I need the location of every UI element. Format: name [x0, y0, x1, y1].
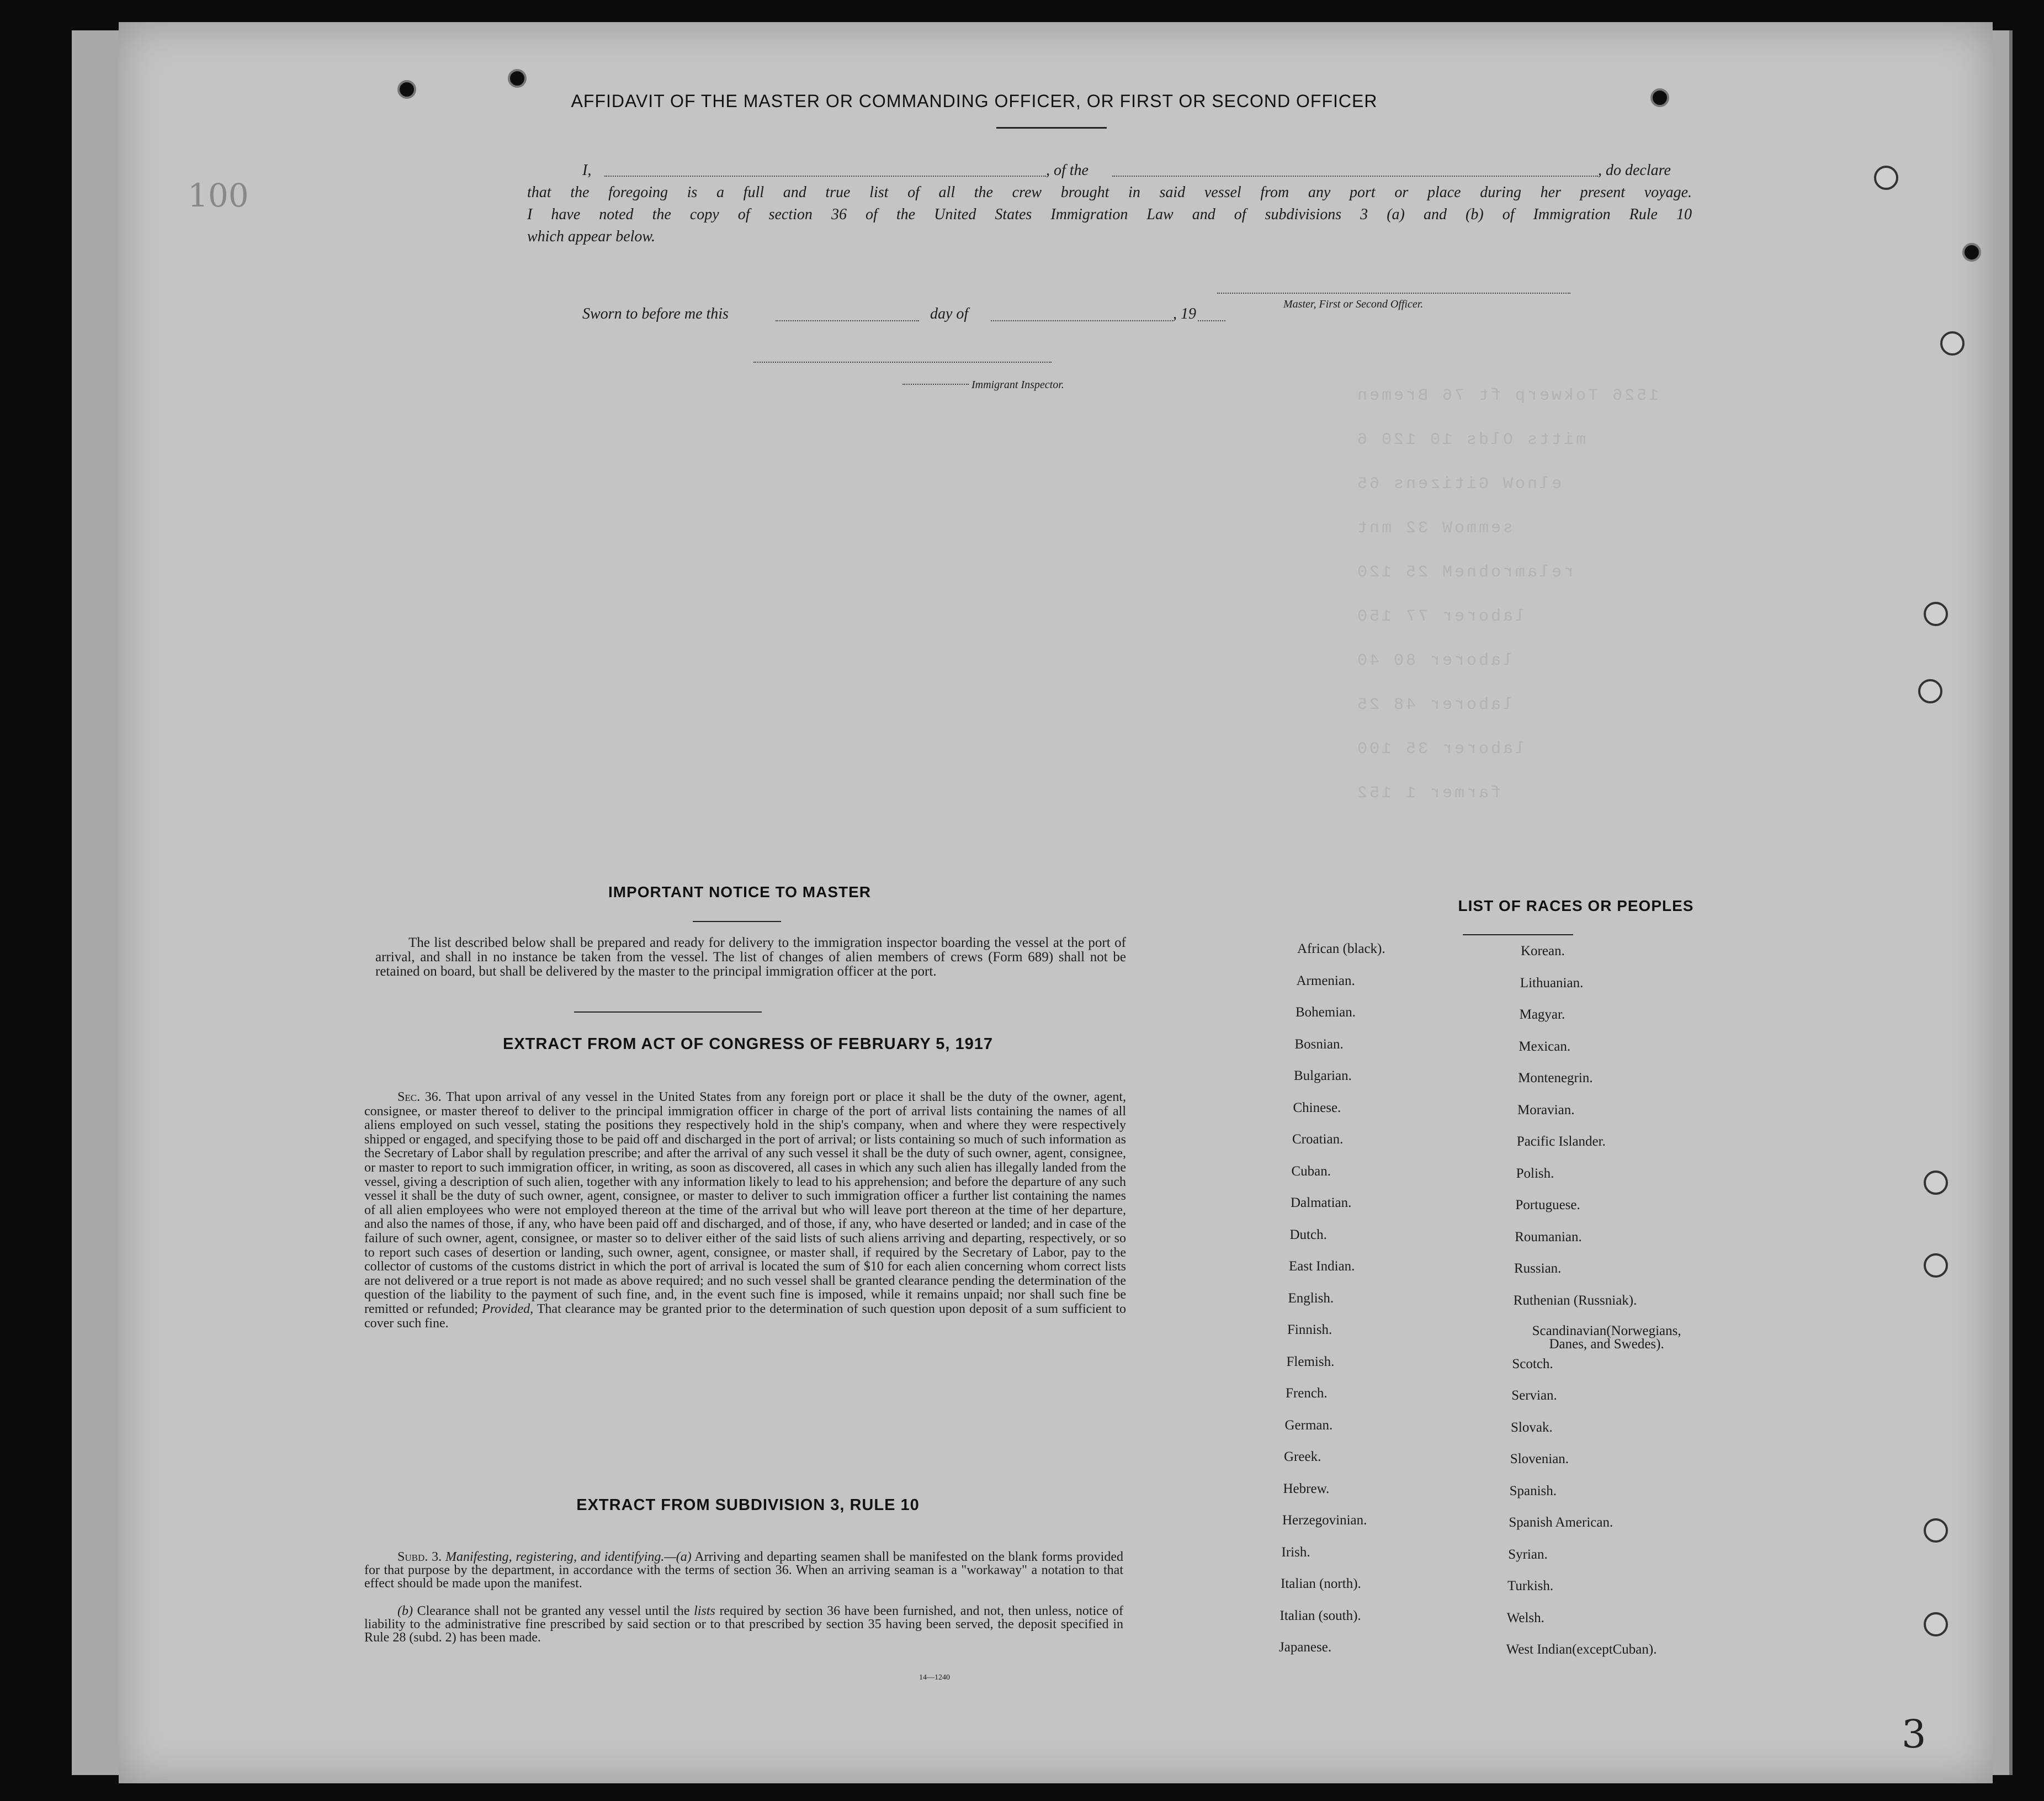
- binder-ring: [1924, 1170, 1948, 1195]
- race-item: Slovenian.: [1510, 1452, 1569, 1466]
- year-label: , 19: [1173, 305, 1196, 322]
- races-title: LIST OF RACES OR PEOPLES: [1458, 897, 1694, 914]
- day-of-label: day of: [930, 305, 969, 322]
- race-item: German.: [1284, 1417, 1333, 1433]
- affidavit-line-2: that the foregoing is a full and true list of all the crew brought in said vessel from any port or place during her present voyage.: [527, 184, 1692, 201]
- race-item: Scotch.: [1512, 1356, 1553, 1371]
- race-item: Montenegrin.: [1518, 1071, 1593, 1085]
- affidavit-line-3: I have noted the copy of section 36 of the United States Immigration Law and of subdivisions 3 (a) and (b) of Immigration Rule 10: [527, 206, 1692, 223]
- race-item: Mexican.: [1519, 1039, 1571, 1054]
- bleed-through-text: elnoW Gitizens 65: [1355, 475, 1562, 494]
- race-item: Spanish American.: [1509, 1515, 1613, 1530]
- notice-title: IMPORTANT NOTICE TO MASTER: [608, 883, 872, 900]
- margin-number: 100: [188, 177, 249, 214]
- title-underline: [996, 127, 1107, 129]
- affidavit-of-the-label: , of the: [1046, 162, 1089, 179]
- rule-part-a: [364, 1550, 1123, 1590]
- part-a-label: —(a): [664, 1550, 692, 1564]
- rule-part-b: [364, 1604, 1123, 1644]
- act-proviso-text: That clearance may be granted prior to the determination of such question upon deposit of a sum sufficient to cover such fine.: [364, 1301, 1126, 1331]
- race-item: Bosnian.: [1294, 1036, 1344, 1052]
- binder-ring: [1924, 1253, 1948, 1278]
- bleed-through-text: laborer 35 100: [1355, 740, 1526, 759]
- act-title: EXTRACT FROM ACT OF CONGRESS OF FEBRUARY 5, 1917: [502, 1035, 994, 1053]
- document-page: [119, 22, 1993, 1783]
- punch-hole: [397, 80, 416, 99]
- race-item: Welsh.: [1506, 1610, 1544, 1625]
- inspector-signature-line[interactable]: [753, 362, 1052, 363]
- race-item: Scandinavian(Norwegians, Danes, and Swedes).: [1532, 1323, 1681, 1352]
- affidavit-title: AFFIDAVIT OF THE MASTER OR COMMANDING OFFICER, OR FIRST OR SECOND OFFICER: [571, 91, 1378, 111]
- bleed-through-text: mitts Olds 10 120 6: [1355, 431, 1586, 449]
- name-blank[interactable]: [604, 176, 1046, 177]
- race-item: Spanish.: [1509, 1483, 1557, 1498]
- race-item: Polish.: [1516, 1166, 1554, 1181]
- part-b-label: (b): [397, 1604, 413, 1618]
- race-item: Italian (north).: [1281, 1576, 1361, 1591]
- race-item: Irish.: [1281, 1544, 1310, 1560]
- rule-title: EXTRACT FROM SUBDIVISION 3, RULE 10: [576, 1496, 920, 1514]
- master-signature-label: Master, First or Second Officer.: [1283, 298, 1424, 310]
- sworn-year-blank[interactable]: [1198, 320, 1225, 321]
- affidavit-i-label: I,: [582, 162, 592, 179]
- binder-ring: [1874, 166, 1898, 190]
- affidavit-declare-label: , do declare: [1598, 162, 1671, 179]
- notice-underline: [693, 921, 781, 922]
- sworn-label: Sworn to before me this: [582, 305, 729, 322]
- race-item: Turkish.: [1507, 1578, 1554, 1593]
- race-item: Greek.: [1284, 1449, 1321, 1464]
- inspector-label: Immigrant Inspector.: [971, 379, 1064, 391]
- race-item: East Indian.: [1289, 1259, 1355, 1274]
- punch-hole: [1650, 88, 1669, 107]
- race-item: French.: [1286, 1386, 1328, 1401]
- subd-title: Manifesting, registering, and identifying.: [445, 1550, 665, 1564]
- race-item: Russian.: [1514, 1261, 1562, 1276]
- notice-divider: [574, 1011, 762, 1013]
- act-proviso-label: Provided,: [482, 1301, 534, 1316]
- affidavit-line-4: which appear below.: [527, 228, 656, 245]
- bleed-through-text: farmer 1 152: [1355, 784, 1501, 803]
- race-item: Ruthenian (Russniak).: [1513, 1293, 1637, 1308]
- race-item: Herzegovinian.: [1282, 1513, 1367, 1528]
- race-item: Italian (south).: [1280, 1608, 1361, 1623]
- race-item: Bulgarian.: [1294, 1068, 1352, 1083]
- race-item: Dalmatian.: [1291, 1195, 1352, 1210]
- notice-body: The list described below shall be prepared and ready for delivery to the immigration inspector boarding the vessel at the port of arrival, and shall in no instance be taken from the vessel. The list of changes of alien members of crews (Form 689) shall not be retained on board, but shall be delivered by the master to the principal immigration officer at the port.: [375, 935, 1126, 979]
- race-item: Pacific Islander.: [1516, 1134, 1606, 1149]
- race-item: Finnish.: [1287, 1322, 1332, 1337]
- vessel-blank[interactable]: [1112, 176, 1598, 177]
- race-item: Servian.: [1511, 1388, 1557, 1403]
- race-item: Croatian.: [1292, 1132, 1344, 1147]
- binder-ring: [1924, 602, 1948, 626]
- punch-hole: [1962, 243, 1981, 262]
- part-b-end: required by section 36 have been furnished, and not, then unless, notice of liability to the administrative fine prescribed by said section or to that prescribed by section 35 having been served, the deposit specified in Rule 28 (subd. 2) has been made.: [364, 1604, 1124, 1645]
- margin-handwritten-mark: 3: [1902, 1712, 1926, 1757]
- races-underline: [1463, 934, 1573, 935]
- form-number: 14—1240: [919, 1673, 950, 1682]
- race-item: Moravian.: [1517, 1102, 1575, 1117]
- bleed-through-text: laborer 77 150: [1355, 607, 1526, 626]
- inspector-prefix-line: [902, 384, 969, 385]
- bleed-through-text: laborer 48 25: [1355, 696, 1514, 714]
- bleed-through-text: relamrobneM 25 120: [1355, 563, 1574, 582]
- act-body: [364, 1090, 1126, 1331]
- race-item: Magyar.: [1519, 1007, 1565, 1022]
- race-item: Roumanian.: [1515, 1229, 1582, 1244]
- act-sec-label: Sec. 36.: [397, 1090, 442, 1104]
- race-item: Cuban.: [1291, 1163, 1331, 1179]
- subd-label: Subd. 3.: [397, 1550, 442, 1564]
- race-item: English.: [1288, 1290, 1334, 1306]
- race-item: Dutch.: [1289, 1227, 1327, 1242]
- binder-ring: [1924, 1518, 1948, 1543]
- race-item: Chinese.: [1293, 1100, 1341, 1115]
- race-item: Japanese.: [1279, 1640, 1332, 1655]
- race-item: Syrian.: [1508, 1546, 1548, 1562]
- race-item: African (black).: [1297, 941, 1385, 956]
- sworn-day-blank[interactable]: [776, 320, 919, 321]
- race-item: Armenian.: [1296, 973, 1355, 988]
- race-item: West Indian(exceptCuban).: [1506, 1642, 1657, 1657]
- punch-hole: [508, 69, 527, 88]
- part-b-start: Clearance shall not be granted any vessel until the: [417, 1604, 690, 1618]
- race-item: Hebrew.: [1283, 1481, 1330, 1496]
- sworn-month-blank[interactable]: [991, 320, 1173, 321]
- act-text: That upon arrival of any vessel in the United States from any foreign port or place it shall be the duty of the owner, agent, consignee, or master thereof to deliver to the principal immigration officer in charge of the port of arrival lists containing the names of all aliens employed on such vessel, stating the positions they respectively hold in the ship's company, when and where they were respectively shipped or engaged, and specifying those to be paid off and discharged in the port of arrival; or lists containing so much of such information as the Secretary of Labor shall by regulation prescribe; and after the arrival of any such vessel it shall be the duty of such owner, agent, consignee, or master to report to such immigration officer, in writing, as soon as discovered, all cases in which any such alien has illegally landed from the vessel, giving a description of such alien, together with any information likely to lead to his apprehension; and before the departure of any such vessel it shall be the duty of such owner, agent, consignee, or master to deliver to such immigration officer a further list containing the names of all alien employees who were not employed thereon at the time of the arrival but who will leave port thereon at the time of her departure, and also the names of those, if any, who have been paid off and discharged, and of those, if any, who have deserted or landed; and in case of the failure of such owner, agent, consignee, or master so to deliver either of the said lists of such aliens arriving and departing, respectively, or so to report such cases of desertion or landing, such owner, agent, consignee, or master shall, if required by the Secretary of Labor, pay to the collector of customs of the customs district in which the port of arrival is located the sum of $10 for each alien concerning whom correct lists are not delivered or a true report is not made as above required; and no such vessel shall be granted clearance pending the determination of the question of the liability to the payment of such fine, and, in the event such fine is imposed, while it remains unpaid; nor shall such fine be remitted or refunded;: [364, 1090, 1126, 1316]
- bleed-through-text: semmoW 32 mnt: [1355, 519, 1514, 538]
- race-item: Slovak.: [1511, 1419, 1553, 1435]
- bleed-through-text: 1526 Tokwerp ft 76 Bremen: [1355, 386, 1659, 405]
- part-a-text: Arriving and departing seamen shall be manifested on the blank forms provided for that purpose by the department, in accordance with the terms of section 36. When an arriving seaman is a "workaway" a notation to that effect should be made upon the manifest.: [364, 1550, 1124, 1591]
- bleed-through-text: laborer 80 40: [1355, 651, 1514, 670]
- race-item: Lithuanian.: [1520, 975, 1584, 990]
- binder-ring: [1924, 1612, 1948, 1636]
- race-item: Korean.: [1521, 944, 1565, 958]
- race-item: Bohemian.: [1296, 1005, 1356, 1020]
- binder-ring: [1918, 679, 1942, 703]
- race-item: Flemish.: [1286, 1354, 1335, 1369]
- binder-ring: [1940, 331, 1965, 356]
- race-item: Portuguese.: [1515, 1198, 1580, 1212]
- part-b-lists: lists: [694, 1604, 715, 1618]
